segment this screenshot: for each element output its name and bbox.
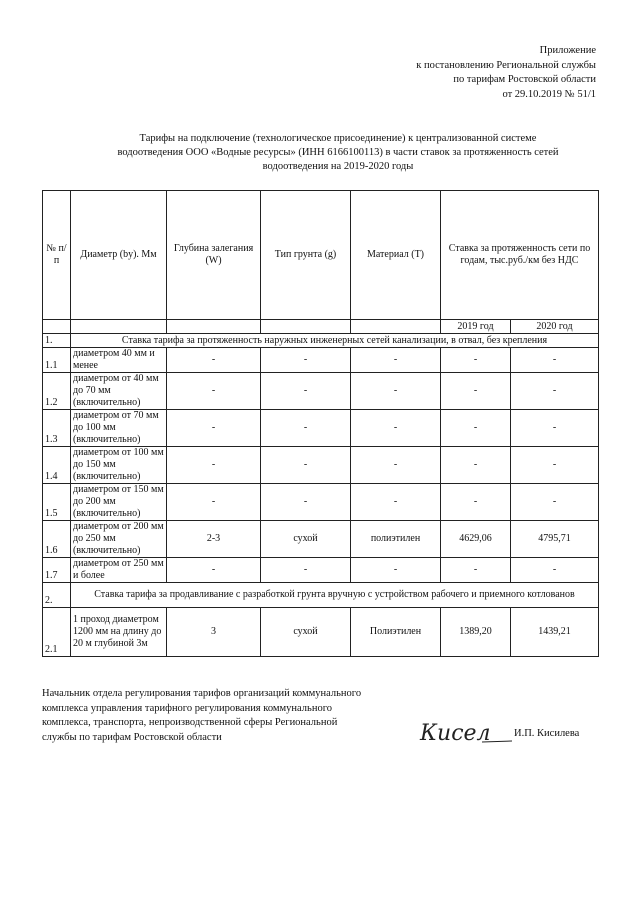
row-material: - bbox=[351, 410, 441, 447]
row-material: полиэтилен bbox=[351, 521, 441, 558]
row-rate-2020: - bbox=[511, 373, 599, 410]
row-material: - bbox=[351, 484, 441, 521]
row-num: 1.4 bbox=[43, 447, 71, 484]
row-soil: - bbox=[261, 410, 351, 447]
row-diameter: диаметром от 100 мм до 150 мм (включительно) bbox=[71, 447, 167, 484]
section-row bbox=[43, 334, 599, 348]
row-material: Полиэтилен bbox=[351, 608, 441, 657]
row-soil: - bbox=[261, 447, 351, 484]
section-num: 1. bbox=[43, 334, 71, 348]
row-diameter: 1 проход диаметром 1200 мм на длину до 20 м глубиной 3м bbox=[71, 608, 167, 657]
row-rate-2019: - bbox=[441, 558, 511, 583]
section-title: Ставка тарифа за продавливание с разработкой грунта вручную с устройством рабочего и приемного котлованов bbox=[71, 583, 599, 608]
row-rate-2020: - bbox=[511, 484, 599, 521]
row-rate-2019: - bbox=[441, 410, 511, 447]
header-num: № п/п bbox=[43, 191, 71, 320]
tariff-table bbox=[42, 190, 599, 657]
row-depth: - bbox=[167, 373, 261, 410]
row-diameter: диаметром от 40 мм до 70 мм (включительно) bbox=[71, 373, 167, 410]
row-material: - bbox=[351, 348, 441, 373]
row-diameter: диаметром от 70 мм до 100 мм (включительно) bbox=[71, 410, 167, 447]
header-material: Материал (T) bbox=[351, 191, 441, 320]
section-num: 2. bbox=[43, 583, 71, 608]
title-line: водоотведения на 2019-2020 годы bbox=[262, 161, 414, 172]
row-depth: - bbox=[167, 348, 261, 373]
row-num: 1.3 bbox=[43, 410, 71, 447]
table-header-row bbox=[43, 191, 599, 320]
appendix-line: от 29.10.2019 № 51/1 bbox=[502, 88, 596, 100]
table-row bbox=[43, 410, 599, 447]
appendix-line: к постановлению Региональной службы bbox=[416, 59, 596, 71]
row-material: - bbox=[351, 447, 441, 484]
row-soil: сухой bbox=[261, 608, 351, 657]
footer-line: службы по тарифам Ростовской области bbox=[42, 731, 222, 743]
row-rate-2020: - bbox=[511, 348, 599, 373]
signature-script: Кисел bbox=[420, 721, 491, 746]
header-depth: Глубина залегания (W) bbox=[167, 191, 261, 320]
row-depth: - bbox=[167, 410, 261, 447]
title-line: водоотведения ООО «Водные ресурсы» (ИНН 6166100113) в части ставок за протяженность сетей bbox=[117, 147, 559, 158]
appendix-block bbox=[416, 44, 596, 102]
row-rate-2020: - bbox=[511, 447, 599, 484]
row-rate-2020: - bbox=[511, 410, 599, 447]
footer-line: комплекса управления тарифного регулирования коммунального bbox=[42, 702, 332, 714]
row-depth: - bbox=[167, 447, 261, 484]
row-material: - bbox=[351, 373, 441, 410]
row-rate-2019: - bbox=[441, 348, 511, 373]
title-line: Тарифы на подключение (технологическое присоединение) к централизованной системе bbox=[139, 133, 537, 144]
row-rate-2020: 1439,21 bbox=[511, 608, 599, 657]
header-diameter: Диаметр (by). Мм bbox=[71, 191, 167, 320]
header-soil: Тип грунта (g) bbox=[261, 191, 351, 320]
footer-position bbox=[42, 687, 422, 745]
row-num: 1.7 bbox=[43, 558, 71, 583]
table-row bbox=[43, 348, 599, 373]
signature-image bbox=[412, 718, 512, 748]
row-rate-2019: 4629,06 bbox=[441, 521, 511, 558]
row-soil: - bbox=[261, 484, 351, 521]
row-material: - bbox=[351, 558, 441, 583]
row-num: 1.6 bbox=[43, 521, 71, 558]
header-year-2019: 2019 год bbox=[441, 320, 511, 334]
row-diameter: диаметром 40 мм и менее bbox=[71, 348, 167, 373]
footer-line: Начальник отдела регулирования тарифов организаций коммунального bbox=[42, 688, 362, 699]
row-rate-2019: - bbox=[441, 447, 511, 484]
table-row bbox=[43, 373, 599, 410]
row-num: 1.2 bbox=[43, 373, 71, 410]
table-row bbox=[43, 484, 599, 521]
header-rate: Ставка за протяженность сети по годам, тыс.руб./км без НДС bbox=[441, 191, 599, 320]
row-rate-2019: - bbox=[441, 484, 511, 521]
appendix-line: по тарифам Ростовской области bbox=[453, 74, 596, 85]
row-rate-2020: - bbox=[511, 558, 599, 583]
section-title: Ставка тарифа за протяженность наружных инженерных сетей канализации, в отвал, без крепления bbox=[71, 334, 599, 348]
section-row bbox=[43, 583, 599, 608]
row-soil: - bbox=[261, 373, 351, 410]
row-diameter: диаметром от 150 мм до 200 мм (включительно) bbox=[71, 484, 167, 521]
row-num: 1.1 bbox=[43, 348, 71, 373]
appendix-line: Приложение bbox=[539, 45, 596, 56]
row-depth: - bbox=[167, 484, 261, 521]
row-soil: - bbox=[261, 348, 351, 373]
row-depth: 3 bbox=[167, 608, 261, 657]
row-diameter: диаметром от 250 мм и более bbox=[71, 558, 167, 583]
table-subheader-row bbox=[43, 320, 599, 334]
table-row bbox=[43, 447, 599, 484]
footer-line: комплекса, транспорта, непроизводственной сферы Региональной bbox=[42, 717, 338, 728]
row-depth: - bbox=[167, 558, 261, 583]
document-title bbox=[80, 132, 596, 174]
row-depth: 2-3 bbox=[167, 521, 261, 558]
row-num: 1.5 bbox=[43, 484, 71, 521]
table-row bbox=[43, 558, 599, 583]
signer-name: И.П. Кисилева bbox=[514, 728, 580, 739]
row-diameter: диаметром от 200 мм до 250 мм (включительно) bbox=[71, 521, 167, 558]
row-rate-2019: - bbox=[441, 373, 511, 410]
row-soil: сухой bbox=[261, 521, 351, 558]
row-soil: - bbox=[261, 558, 351, 583]
row-rate-2020: 4795,71 bbox=[511, 521, 599, 558]
header-year-2020: 2020 год bbox=[511, 320, 599, 334]
table-row bbox=[43, 608, 599, 657]
row-rate-2019: 1389,20 bbox=[441, 608, 511, 657]
table-row bbox=[43, 521, 599, 558]
row-num: 2.1 bbox=[43, 608, 71, 657]
